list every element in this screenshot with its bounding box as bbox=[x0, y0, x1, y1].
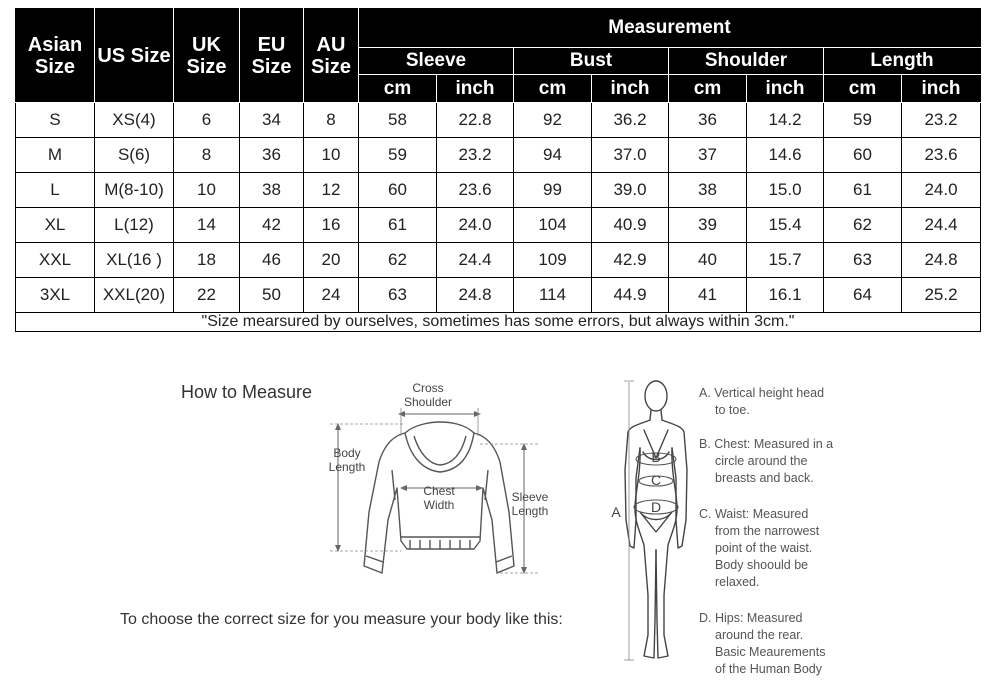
header-bust-cm: cm bbox=[514, 75, 592, 103]
table-cell: 23.2 bbox=[902, 103, 981, 138]
table-cell: L bbox=[16, 173, 95, 208]
size-rows bbox=[16, 103, 981, 313]
body-figure bbox=[625, 381, 687, 658]
table-cell: 40 bbox=[669, 243, 747, 278]
header-shoulder: Shoulder bbox=[669, 48, 824, 75]
header-eu-size: EU Size bbox=[240, 9, 304, 103]
label-sleeve: Sleeve bbox=[511, 490, 549, 504]
table-cell: 40.9 bbox=[592, 208, 669, 243]
table-cell: 8 bbox=[304, 103, 359, 138]
table-cell: 24.0 bbox=[902, 173, 981, 208]
size-chart-table bbox=[15, 8, 981, 332]
table-cell: 23.6 bbox=[902, 138, 981, 173]
table-cell: 46 bbox=[240, 243, 304, 278]
table-cell: XXL bbox=[16, 243, 95, 278]
table-cell: 16 bbox=[304, 208, 359, 243]
table-cell: XS(4) bbox=[95, 103, 174, 138]
table-cell: 14.2 bbox=[747, 103, 824, 138]
header-asian-size: Asian Size bbox=[16, 9, 95, 103]
table-cell: M(8-10) bbox=[95, 173, 174, 208]
header-au-size: AU Size bbox=[304, 9, 359, 103]
table-cell: 20 bbox=[304, 243, 359, 278]
table-cell: 24.4 bbox=[437, 243, 514, 278]
table-cell: 24.8 bbox=[437, 278, 514, 313]
table-cell: 41 bbox=[669, 278, 747, 313]
table-cell: 39 bbox=[669, 208, 747, 243]
table-cell: 61 bbox=[824, 173, 902, 208]
table-row bbox=[16, 103, 981, 138]
table-cell: 23.2 bbox=[437, 138, 514, 173]
table-cell: 16.1 bbox=[747, 278, 824, 313]
table-cell: S bbox=[16, 103, 95, 138]
header-shoulder-inch: inch bbox=[747, 75, 824, 103]
table-cell: 10 bbox=[304, 138, 359, 173]
label-sleeve-length: Length bbox=[511, 504, 549, 518]
header-shoulder-cm: cm bbox=[669, 75, 747, 103]
table-row bbox=[16, 138, 981, 173]
table-cell: 50 bbox=[240, 278, 304, 313]
table-cell: 42.9 bbox=[592, 243, 669, 278]
header-sleeve: Sleeve bbox=[359, 48, 514, 75]
table-cell: 3XL bbox=[16, 278, 95, 313]
table-cell: 15.7 bbox=[747, 243, 824, 278]
table-cell: 18 bbox=[174, 243, 240, 278]
measurement-note: "Size mearsured by ourselves, sometimes has some errors, but always within 3cm." bbox=[16, 313, 981, 332]
label-cross-shoulder: Shoulder bbox=[404, 395, 453, 409]
table-cell: 15.4 bbox=[747, 208, 824, 243]
legend-a: A. Vertical height head to toe. bbox=[699, 386, 825, 417]
header-bust: Bust bbox=[514, 48, 669, 75]
table-row bbox=[16, 208, 981, 243]
table-cell: 36 bbox=[240, 138, 304, 173]
header-sleeve-cm: cm bbox=[359, 75, 437, 103]
table-cell: 60 bbox=[359, 173, 437, 208]
letter-d: D bbox=[650, 499, 662, 515]
header-length-cm: cm bbox=[824, 75, 902, 103]
table-cell: 64 bbox=[824, 278, 902, 313]
table-cell: 24.0 bbox=[437, 208, 514, 243]
legend-c: C. Waist: Measured from the narrowest point of the waist. Body shoould be relaxed. bbox=[699, 507, 820, 589]
header-bust-inch: inch bbox=[592, 75, 669, 103]
table-cell: 36 bbox=[669, 103, 747, 138]
legend-b: B. Chest: Measured in a circle around the breasts and back. bbox=[699, 437, 834, 485]
table-cell: 114 bbox=[514, 278, 592, 313]
table-cell: 8 bbox=[174, 138, 240, 173]
table-cell: 104 bbox=[514, 208, 592, 243]
table-cell: 14 bbox=[174, 208, 240, 243]
table-cell: 99 bbox=[514, 173, 592, 208]
table-cell: M bbox=[16, 138, 95, 173]
legend-d: D. Hips: Measured around the rear. Basic Meaurements of the Human Body bbox=[699, 611, 826, 676]
table-cell: 6 bbox=[174, 103, 240, 138]
table-cell: 10 bbox=[174, 173, 240, 208]
label-chest-width: Width bbox=[423, 498, 455, 512]
table-cell: 59 bbox=[359, 138, 437, 173]
header-sleeve-inch: inch bbox=[437, 75, 514, 103]
table-cell: S(6) bbox=[95, 138, 174, 173]
table-cell: 92 bbox=[514, 103, 592, 138]
table-cell: 44.9 bbox=[592, 278, 669, 313]
header-measurement: Measurement bbox=[359, 9, 981, 48]
label-body: Body bbox=[333, 446, 361, 460]
table-cell: 37.0 bbox=[592, 138, 669, 173]
table-cell: 59 bbox=[824, 103, 902, 138]
label-cross: Cross bbox=[412, 381, 444, 395]
table-cell: 62 bbox=[824, 208, 902, 243]
table-cell: 63 bbox=[359, 278, 437, 313]
table-row bbox=[16, 278, 981, 313]
table-cell: 25.2 bbox=[902, 278, 981, 313]
table-cell: 24 bbox=[304, 278, 359, 313]
letter-c: C bbox=[650, 472, 662, 488]
table-cell: 63 bbox=[824, 243, 902, 278]
letter-a: A bbox=[611, 504, 621, 520]
letter-b: B bbox=[651, 449, 661, 465]
table-cell: 23.6 bbox=[437, 173, 514, 208]
table-cell: 22.8 bbox=[437, 103, 514, 138]
table-cell: 37 bbox=[669, 138, 747, 173]
header-uk-size: UK Size bbox=[174, 9, 240, 103]
table-cell: 60 bbox=[824, 138, 902, 173]
header-length-inch: inch bbox=[902, 75, 981, 103]
table-cell: 39.0 bbox=[592, 173, 669, 208]
table-cell: 22 bbox=[174, 278, 240, 313]
header-length: Length bbox=[824, 48, 981, 75]
table-cell: 24.4 bbox=[902, 208, 981, 243]
table-cell: XL bbox=[16, 208, 95, 243]
table-cell: XXL(20) bbox=[95, 278, 174, 313]
choose-size-instruction: To choose the correct size for you measure your body like this: bbox=[120, 611, 563, 628]
table-row bbox=[16, 173, 981, 208]
table-cell: 14.6 bbox=[747, 138, 824, 173]
table-row bbox=[16, 243, 981, 278]
table-cell: 12 bbox=[304, 173, 359, 208]
how-to-measure-title: How to Measure bbox=[181, 382, 313, 402]
table-cell: 94 bbox=[514, 138, 592, 173]
table-cell: 36.2 bbox=[592, 103, 669, 138]
table-cell: 61 bbox=[359, 208, 437, 243]
header-us-size: US Size bbox=[95, 9, 174, 103]
table-cell: 34 bbox=[240, 103, 304, 138]
table-cell: 38 bbox=[240, 173, 304, 208]
table-cell: XL(16 ) bbox=[95, 243, 174, 278]
table-cell: 109 bbox=[514, 243, 592, 278]
table-cell: 24.8 bbox=[902, 243, 981, 278]
table-cell: 38 bbox=[669, 173, 747, 208]
table-cell: 62 bbox=[359, 243, 437, 278]
table-cell: 42 bbox=[240, 208, 304, 243]
table-cell: 15.0 bbox=[747, 173, 824, 208]
label-body-length: Length bbox=[328, 460, 366, 474]
table-cell: L(12) bbox=[95, 208, 174, 243]
label-chest: Chest bbox=[423, 484, 455, 498]
table-cell: 58 bbox=[359, 103, 437, 138]
